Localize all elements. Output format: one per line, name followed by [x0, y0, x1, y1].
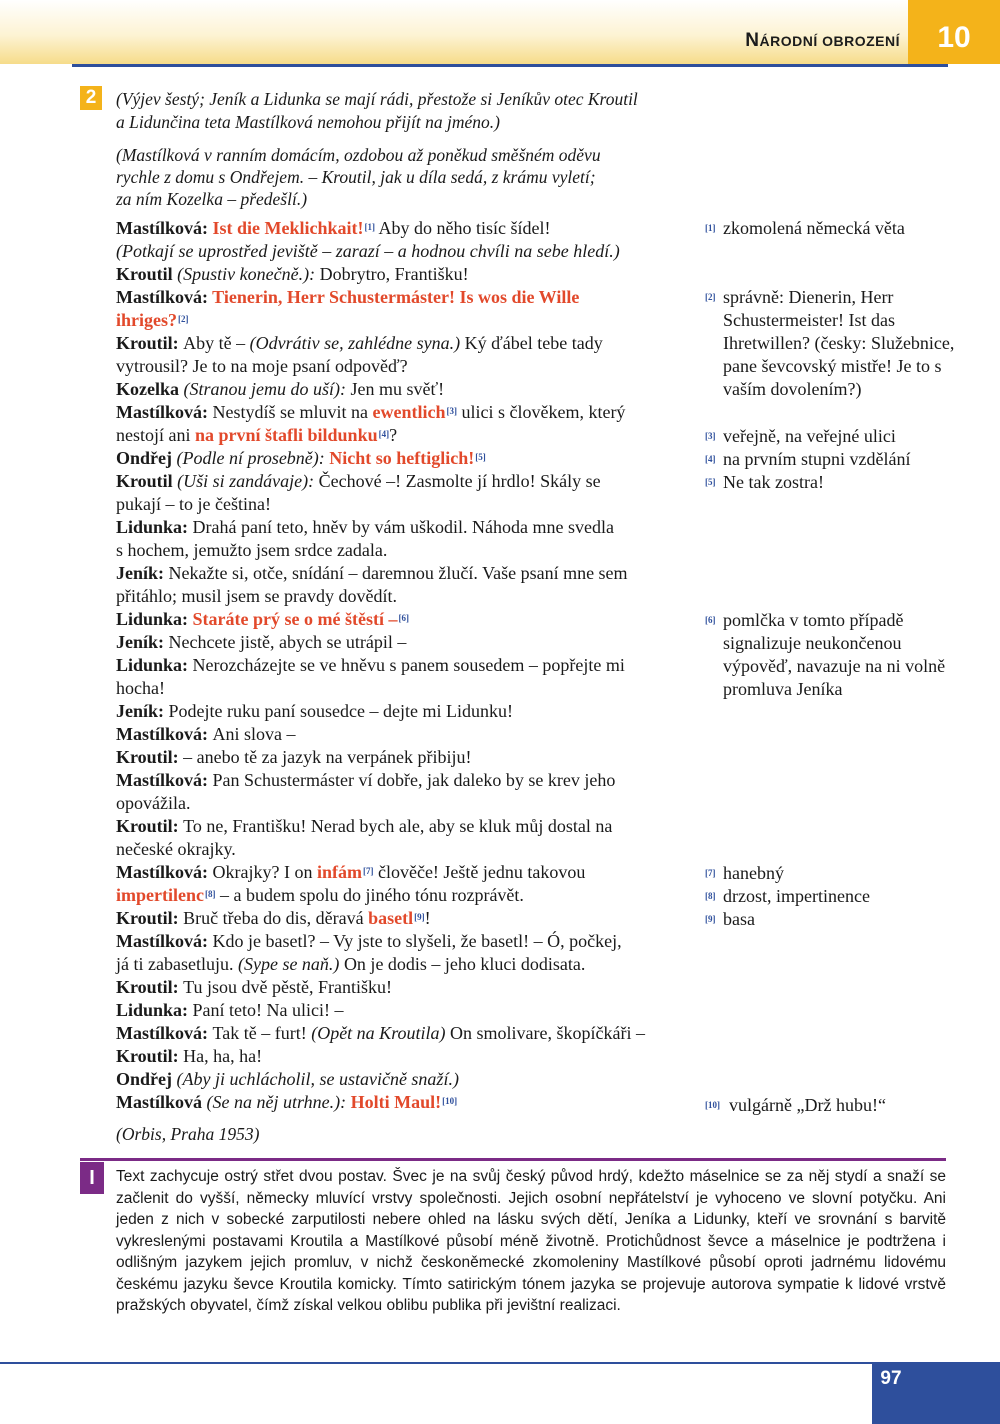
speech-text: – anebo tě za jazyk na verpánek přibiju! [183, 747, 472, 767]
footnote-ref: [2] [178, 314, 189, 324]
speech-text: Kdo je basetl? – Vy jste to slyšeli, že basetl! – Ó, počkej, [212, 931, 622, 951]
footnote [705, 908, 955, 931]
dialogue-line [116, 1045, 262, 1068]
dialogue-line [116, 286, 579, 309]
speech-text: s hochem, jemužto jsem srdce zadala. [116, 540, 388, 560]
speech-text: Jen mu svěť! [345, 379, 445, 399]
dialogue-line [116, 930, 622, 953]
stage-note: (Podle ní prosebně): [176, 448, 325, 468]
speaker-name: Jeník: [116, 632, 169, 652]
speech-text: Drahá paní teto, hněv by vám uškodil. Náhoda mne svedla [192, 517, 614, 537]
german-phrase: Ist die Meklichkait! [212, 218, 364, 238]
speaker-name: Mastílková: [116, 770, 213, 790]
footer-rule [0, 1362, 872, 1364]
footnote-ref: [5] [475, 452, 486, 462]
speech-text: Aby do něho tisíc šídel! [375, 218, 551, 238]
dialogue-line [116, 792, 190, 815]
interpretation-text: Text zachycuje ostrý střet dvou postav. Švec je na svůj český původ hrdý, kdežto máselnice se za něj stydí a snaží se začlenit do vyšší, německy mluvící vrstvy společnosti. Jejich osobní nepřátelství je vyhoceno ve slovní potyčku. Ani jeden z nich v sobecké zarputilosti nebere ohled na lásku svých dětí, Jeníka a Lidunky, kteří ve srovnání s barvitě vykreslenými postavami Kroutila a Mastílkové působí méně životně. Protichůdnost ševce a máselnice je podtržena i odlišným jazykem jejich promluv, v nichž českoněmecké zkomoleniny Mastílkové působí oproti jadrnému lidovému českému jazyku ševce Kroutila komicky. Tímto satirickým tónem jazyka se projevuje autorova sympatie k lidové vrstvě pražských obyvatel, čímž získal velkou oblibu publika při jevištní realizaci. [116, 1168, 946, 1314]
speech-text: Ani slova – [212, 724, 296, 744]
dialogue-line [116, 1068, 459, 1091]
stage-note: (Potkají se uprostřed jeviště – zarazí – a hodnou chvíli na sebe hledí.) [116, 241, 620, 261]
speech-text: ulici s člověkem, který [456, 402, 626, 422]
stage-note: (Spustiv konečně.): [177, 264, 316, 284]
chapter-number: 10 [908, 0, 1000, 64]
dialogue-line [116, 907, 431, 930]
footnote-text: vulgárně „Drž hubu!“ [729, 1095, 886, 1115]
speech-text: Čechové –! Zasmolte jí hrdlo! Skály se [314, 471, 601, 491]
speech-text: nečeské okrajky. [116, 839, 236, 859]
speaker-name: Jeník: [116, 563, 169, 583]
speech-text: Podejte ruku paní sousedce – dejte mi Lidunku! [168, 701, 513, 721]
german-phrase: na první štafli bildunku [195, 425, 378, 445]
speaker-name: Mastílková: [116, 402, 213, 422]
speech-text: vytrousil? Je to na moje psaní odpověď? [116, 356, 408, 376]
speaker-name: Kroutil: [116, 977, 184, 997]
dialogue-line [116, 424, 397, 447]
speech-text: hocha! [116, 678, 165, 698]
speaker-name: Ondřej [116, 448, 177, 468]
speaker-name: Kozelka [116, 379, 184, 399]
footnote [705, 862, 955, 885]
footnote-number: [7] [705, 868, 716, 878]
dialogue-line [116, 470, 601, 493]
footnote-ref: [10] [442, 1096, 458, 1106]
speaker-name: Lidunka: [116, 609, 193, 629]
footnote-text: Ne tak zostra! [723, 472, 824, 492]
speech-text: Bruč třeba do dis, děravá [183, 908, 369, 928]
dialogue-line [116, 815, 612, 838]
speaker-name: Lidunka: [116, 517, 193, 537]
speech-text: přitáhlo; musil jsem se pravdy dovědít. [116, 586, 397, 606]
speech-text: Okrajky? I on [212, 862, 317, 882]
dialogue-line [116, 953, 585, 976]
speaker-name: Mastílková [116, 1092, 207, 1112]
footnote-text: zkomolená německá věta [723, 218, 905, 238]
footnote [705, 609, 955, 701]
speaker-name: Lidunka: [116, 1000, 193, 1020]
dialogue-line [116, 516, 614, 539]
speech-text: Nechcete jistě, abych se utrápil – [168, 632, 407, 652]
german-phrase: Tienerin, Herr Schustermáster! Is wos die Wille [212, 287, 580, 307]
speaker-name: Mastílková: [116, 218, 213, 238]
header-rule [72, 64, 948, 67]
german-phrase: ihriges? [116, 310, 177, 330]
speech-text: Ký ďábel tebe tady [460, 333, 603, 353]
footnote [705, 471, 955, 494]
speech-text: – a budem spolu do jiného tónu rozprávět. [215, 885, 524, 905]
interpretation-rule [80, 1158, 946, 1161]
footnote [705, 425, 955, 448]
dialogue-line [116, 1022, 645, 1045]
dialogue-line [116, 585, 397, 608]
speech-text: Paní teto! Na ulici! – [192, 1000, 344, 1020]
footnote-number: [3] [705, 431, 716, 441]
speech-text: Aby tě – [183, 333, 250, 353]
dialogue-line [116, 401, 625, 424]
speaker-name: Kroutil: [116, 333, 184, 353]
footnote-ref: [9] [414, 912, 425, 922]
speech-text: nestojí ani [116, 425, 195, 445]
footnote [705, 217, 955, 240]
dialogue-line [116, 608, 409, 631]
stage-direction-3: (Mastílková v ranním domácím, ozdobou až poněkud směšném oděvu [116, 145, 601, 165]
stage-note: (Uši si zandávaje): [177, 471, 315, 491]
speech-text: Ha, ha, ha! [183, 1046, 263, 1066]
footnote-text: pomlčka v tomto případě signalizuje neukončenou výpověď, navazuje na ni volně promluva Jeníka [723, 610, 946, 699]
speaker-name: Kroutil: [116, 1046, 184, 1066]
dialogue-line [116, 631, 406, 654]
speech-text: On smolivare, škopíčkáři – [445, 1023, 645, 1043]
dialogue-line [116, 332, 603, 355]
interpretation-badge: I [80, 1162, 104, 1194]
speech-text: já ti zabasetluju. [116, 954, 238, 974]
dialogue-line [116, 654, 625, 677]
section-number: 2 [80, 86, 102, 110]
dialogue-line [116, 884, 524, 907]
footnote-ref: [4] [378, 429, 390, 439]
chapter-title-rest: ÁRODNÍ OBROZENÍ [759, 33, 900, 49]
footnote-number: [8] [705, 891, 716, 901]
footnote-ref: [6] [398, 613, 409, 623]
dialogue-line [116, 976, 392, 999]
speaker-name: Mastílková: [116, 862, 213, 882]
speaker-name: Mastílková: [116, 724, 213, 744]
speech-text: Pan Schustermáster ví dobře, jak daleko by se krev jeho [212, 770, 616, 790]
speaker-name: Jeník: [116, 701, 169, 721]
stage-note: (Aby ji uchlácholil, se ustavičně snaží.) [176, 1069, 459, 1089]
footnote-text: na prvním stupni vzdělání [723, 449, 911, 469]
speech-text: On je dodis – jeho kluci dodisata. [339, 954, 586, 974]
german-phrase: impertilenc [116, 885, 204, 905]
speech-text: člověče! Ještě jednu takovou [373, 862, 586, 882]
dialogue-line [116, 746, 472, 769]
footnote [705, 286, 955, 401]
dialogue-line [116, 493, 271, 516]
speaker-name: Ondřej [116, 1069, 177, 1089]
footnote [705, 1094, 955, 1117]
footnote-ref: [1] [364, 222, 375, 232]
dialogue-line [116, 309, 189, 332]
speaker-name: Mastílková: [116, 287, 213, 307]
footnote-number: [6] [705, 615, 716, 625]
dialogue-line [116, 447, 486, 470]
dialogue-line [116, 562, 628, 585]
footnote-number: [9] [705, 914, 716, 924]
source-citation: (Orbis, Praha 1953) [116, 1124, 260, 1144]
footnote [705, 885, 955, 908]
dialogue-line [116, 999, 344, 1022]
german-phrase: Nicht so heftiglich! [329, 448, 475, 468]
stage-direction-2: a Lidunčina teta Mastílková nemohou přijít na jméno.) [116, 112, 500, 132]
speech-text: Tu jsou dvě pěstě, Františku! [183, 977, 393, 997]
footnote-number: [5] [705, 477, 716, 487]
speech-text: Dobrytro, Františku! [315, 264, 469, 284]
stage-note: (Odvrátiv se, zahlédne syna.) [249, 333, 461, 353]
stage-note: (Se na něj utrhne.): [206, 1092, 347, 1112]
dialogue-line [116, 240, 620, 263]
footnote-text: veřejně, na veřejné ulici [723, 426, 896, 446]
footnote-text: hanebný [723, 863, 784, 883]
german-phrase: basetl [368, 908, 414, 928]
dialogue-line [116, 539, 387, 562]
speech-text: ! [424, 908, 431, 928]
footnote-number: [10] [705, 1100, 720, 1110]
dialogue-line [116, 378, 444, 401]
footnote-text: drzost, impertinence [723, 886, 870, 906]
footnote-number: [2] [705, 292, 716, 302]
dialogue-line [116, 677, 165, 700]
speaker-name: Kroutil [116, 264, 178, 284]
speech-text: To ne, Františku! Nerad bych ale, aby se kluk můj dostal na [183, 816, 613, 836]
speech-text: Nestydíš se mluvit na [212, 402, 373, 422]
german-phrase: ewentlich [372, 402, 446, 422]
speaker-name: Kroutil: [116, 908, 184, 928]
dialogue-line [116, 700, 513, 723]
dialogue-line [116, 769, 615, 792]
stage-note: (Sype se naň.) [237, 954, 340, 974]
chapter-title: NÁRODNÍ OBROZENÍ [745, 30, 900, 51]
footnote [705, 448, 955, 471]
speaker-name: Mastílková: [116, 931, 213, 951]
stage-direction-5: za ním Kozelka – předešlí.) [116, 189, 308, 209]
speech-text: opovážila. [116, 793, 191, 813]
german-phrase: infám [316, 862, 362, 882]
stage-note: (Stranou jemu do uší): [183, 379, 346, 399]
speaker-name: Mastílková: [116, 1023, 213, 1043]
speech-text: Tak tě – furt! [212, 1023, 312, 1043]
footnote-ref: [3] [446, 406, 457, 416]
speaker-name: Kroutil: [116, 747, 184, 767]
dialogue-line [116, 1091, 457, 1114]
stage-direction-4: rychle z domu s Ondřejem. – Kroutil, jak u díla sedá, z krámu vyletí; [116, 167, 596, 187]
dialogue-line [116, 861, 585, 884]
speech-text: Nerozcházejte se ve hněvu s panem sousedem – popřejte mi [192, 655, 625, 675]
stage-note: (Opět na Kroutila) [311, 1023, 446, 1043]
dialogue-line [116, 217, 550, 240]
dialogue-line [116, 263, 469, 286]
speech-text: Nekažte si, otče, snídání – daremnou žlučí. Vaše psaní mne sem [168, 563, 628, 583]
footnote-text: správně: Dienerin, Herr Schustermeister! Ist das Ihretwillen? (česky: Služebnice, pane ševcovský mistře! Je to s vaším dovolením?) [723, 287, 955, 399]
footnote-text: basa [723, 909, 755, 929]
speech-text: ? [389, 425, 398, 445]
footnote-number: [4] [705, 454, 716, 464]
dialogue-line [116, 838, 236, 861]
speaker-name: Lidunka: [116, 655, 193, 675]
footnote-number: [1] [705, 223, 716, 233]
speech-text: pukají – to je čeština! [116, 494, 271, 514]
german-phrase: Holti Maul! [350, 1092, 442, 1112]
dialogue-line [116, 723, 296, 746]
footnote-ref: [7] [362, 866, 374, 876]
stage-direction-1: (Výjev šestý; Jeník a Lidunka se mají rádi, přestože si Jeníkův otec Kroutil [116, 89, 638, 109]
german-phrase: Staráte prý se o mé štěstí – [192, 609, 398, 629]
page-number: 97 [880, 1368, 902, 1389]
speaker-name: Kroutil: [116, 816, 184, 836]
footnote-ref: [8] [204, 889, 216, 899]
speaker-name: Kroutil [116, 471, 178, 491]
dialogue-line [116, 355, 408, 378]
